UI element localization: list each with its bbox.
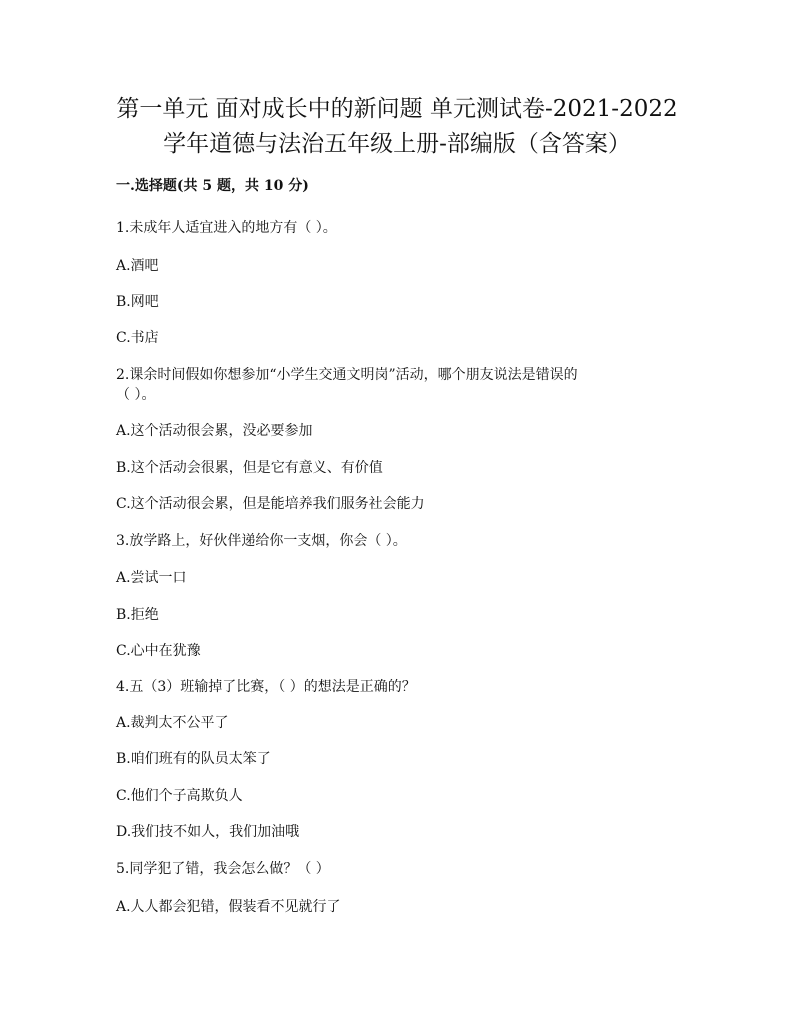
question-4-option-b: B.咱们班有的队员太笨了 [116, 751, 271, 767]
question-2-stem-line-2: （ ）。 [116, 387, 156, 403]
question-4-option-c: C.他们个子高欺负人 [116, 788, 243, 804]
question-3-option-a: A.尝试一口 [116, 570, 187, 586]
section-heading: 一.选择题(共 5 题，共 10 分) [116, 178, 309, 194]
question-5-option-a: A.人人都会犯错，假装看不见就行了 [116, 899, 341, 915]
question-4-option-d: D.我们技不如人，我们加油哦 [116, 824, 300, 840]
question-1-option-a: A.酒吧 [116, 258, 159, 274]
question-2-option-a: A.这个活动很会累，没必要参加 [116, 423, 313, 439]
question-1-stem: 1.未成年人适宜进入的地方有（ ）。 [116, 220, 337, 236]
question-4-stem: 4.五（3）班输掉了比赛，（ ）的想法是正确的？ [116, 679, 416, 695]
question-1-option-b: B.网吧 [116, 294, 159, 310]
question-3-stem: 3.放学路上，好伙伴递给你一支烟，你会（ ）。 [116, 533, 407, 549]
document-title-line-2: 学年道德与法治五年级上册-部编版（含答案） [163, 131, 631, 157]
question-5-stem: 5.同学犯了错，我会怎么做？（ ） [116, 861, 330, 877]
question-1-option-c: C.书店 [116, 330, 159, 346]
question-2-stem-line-1: 2.课余时间假如你想参加“小学生交通文明岗”活动，哪个朋友说法是错误的 [116, 367, 578, 383]
question-3-option-b: B.拒绝 [116, 607, 159, 623]
question-2-option-c: C.这个活动很会累，但是能培养我们服务社会能力 [116, 496, 425, 512]
question-3-option-c: C.心中在犹豫 [116, 643, 201, 659]
question-4-option-a: A.裁判太不公平了 [116, 715, 229, 731]
document-title-line-1: 第一单元 面对成长中的新问题 单元测试卷-2021-2022 [116, 96, 678, 122]
question-2-option-b: B.这个活动会很累，但是它有意义、有价值 [116, 460, 383, 476]
